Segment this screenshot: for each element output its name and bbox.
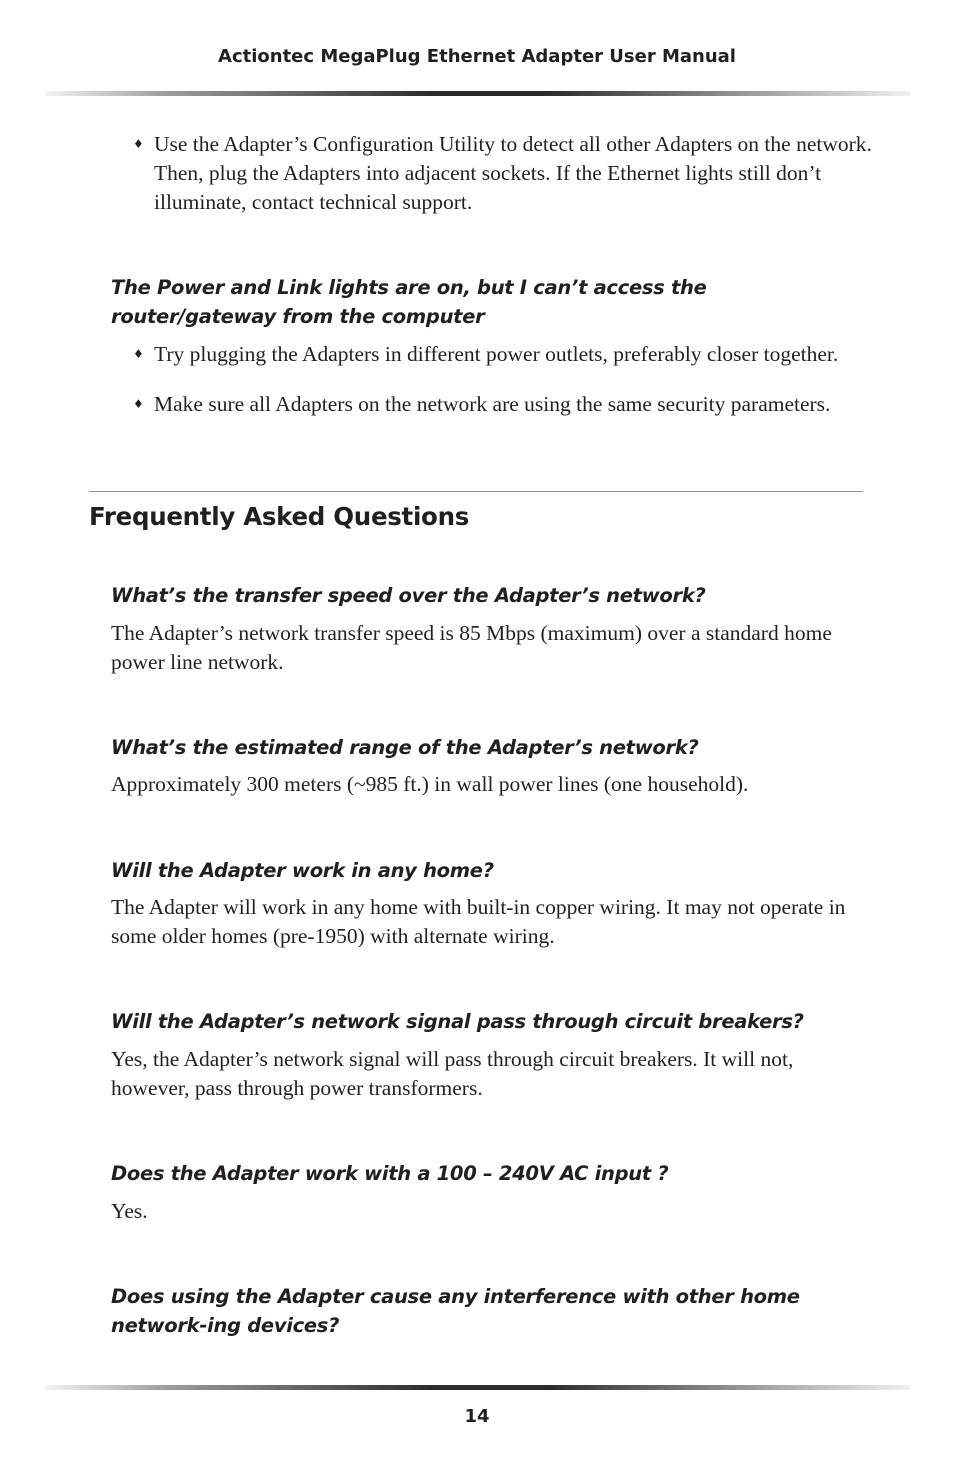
footer-rule (46, 1385, 910, 1390)
bullet-text: Use the Adapter’s Configuration Utility to detect all other Adapters on the network. Then, plug the Adapters into adjacent sockets. If the Ethernet lights still don’t illuminate, contact technical support. (154, 132, 872, 214)
troubleshoot-heading: The Power and Link lights are on, but I can’t access the router/gateway from the computer (111, 276, 707, 328)
list-item (0, 130, 874, 217)
faq-answer: Yes, the Adapter’s network signal will pass through circuit breakers. It will not, however, pass through power transformers. (111, 1047, 794, 1100)
faq-question: Will the Adapter work in any home? (111, 859, 494, 882)
diamond-bullet-icon: ♦ (133, 137, 144, 151)
faq-answer: Approximately 300 meters (~985 ft.) in wall power lines (one household). (111, 772, 749, 796)
faq-question: Does the Adapter work with a 100 – 240V AC input ? (111, 1162, 669, 1185)
faq-answer: The Adapter’s network transfer speed is 85 Mbps (maximum) over a standard home power line network. (111, 621, 832, 674)
section-divider (89, 491, 863, 492)
header-rule (46, 91, 910, 96)
list-item (0, 340, 874, 369)
faq-answer: The Adapter will work in any home with built-in copper wiring. It may not operate in some older homes (pre-1950) with alternate wiring. (111, 895, 846, 948)
list-item (0, 390, 874, 419)
diamond-bullet-icon: ♦ (133, 397, 144, 411)
intro-bullet-list (0, 130, 954, 217)
diamond-bullet-icon: ♦ (133, 347, 144, 361)
page-number: 14 (464, 1406, 490, 1427)
section-title: Frequently Asked Questions (89, 502, 470, 531)
faq-answer: Yes. (111, 1199, 148, 1223)
faq-question: Will the Adapter’s network signal pass through circuit breakers? (111, 1010, 804, 1033)
faq-question: Does using the Adapter cause any interference with other home network-ing devices? (111, 1285, 800, 1337)
running-header: Actiontec MegaPlug Ethernet Adapter User Manual (218, 46, 736, 67)
faq-question: What’s the estimated range of the Adapter’s network? (111, 736, 699, 759)
bullet-text: Make sure all Adapters on the network are using the same security parameters. (154, 392, 831, 416)
bullet-text: Try plugging the Adapters in different power outlets, preferably closer together. (154, 342, 839, 366)
troubleshoot-bullet-list (0, 340, 954, 419)
faq-question: What’s the transfer speed over the Adapter’s network? (111, 584, 706, 607)
